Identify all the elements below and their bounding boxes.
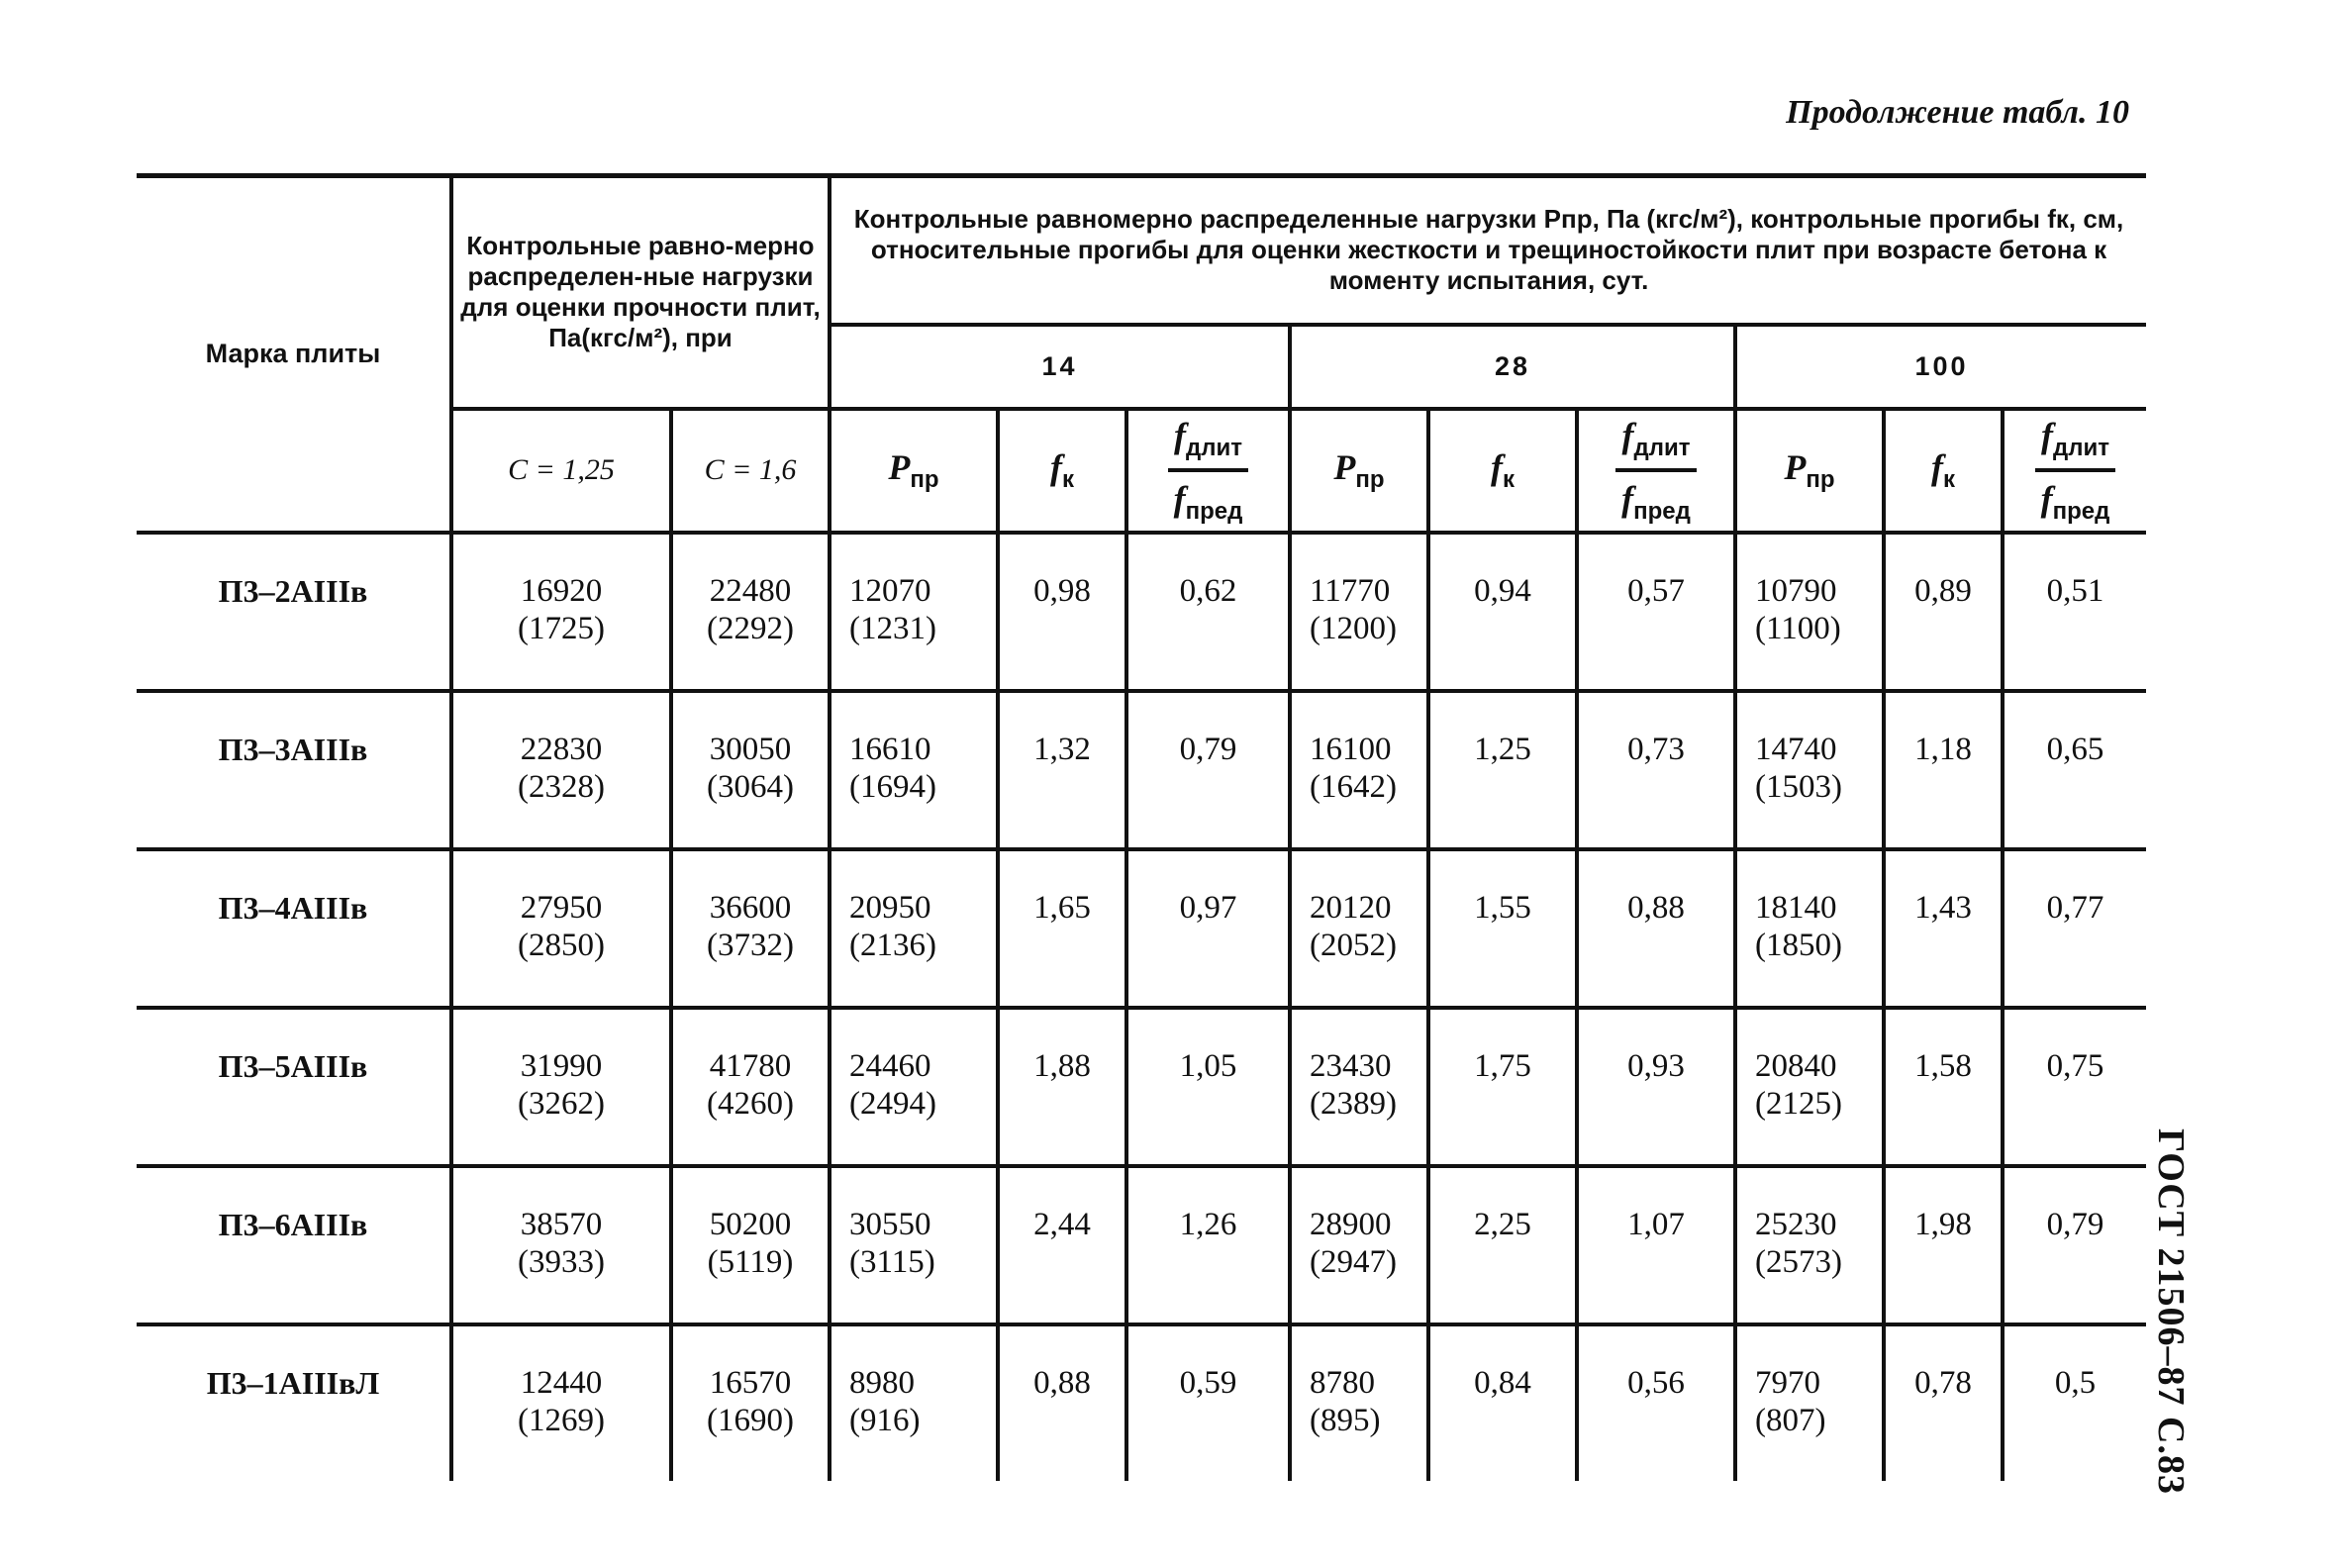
f-header-14: $f_к$ — [998, 409, 1126, 533]
c125-value: 27950 (2850) — [451, 849, 671, 1008]
f-header-28: $f_к$ — [1428, 409, 1577, 533]
p-header-28: $P_{пр}$ — [1290, 409, 1428, 533]
c16-value: 50200 (5119) — [671, 1166, 830, 1324]
table-row — [137, 1166, 2146, 1324]
p-d28-value: 20120 (2052) — [1290, 849, 1428, 1008]
p-d14-value: 24460 (2494) — [830, 1008, 998, 1166]
f-d14-value: 0,88 — [998, 1324, 1126, 1481]
f-d28-value: 0,84 — [1428, 1324, 1577, 1481]
p-d100-value: 18140 (1850) — [1735, 849, 1884, 1008]
data-table — [137, 173, 2146, 1481]
row-mark: П3–1АIIIвЛ — [137, 1324, 451, 1481]
mark-column-header: Марка плиты — [137, 176, 451, 533]
ratio-d14-value: 0,79 — [1126, 691, 1290, 849]
ratio-d28-value: 0,93 — [1577, 1008, 1735, 1166]
page-header: Продолжение табл. 10 — [1786, 94, 2129, 131]
p-d14-value: 20950 (2136) — [830, 849, 998, 1008]
table-row — [137, 691, 2146, 849]
ratio-d100-value: 0,65 — [2003, 691, 2146, 849]
p-d28-value: 23430 (2389) — [1290, 1008, 1428, 1166]
ratio-d100-value: 0,51 — [2003, 533, 2146, 691]
f-d100-value: 1,98 — [1884, 1166, 2003, 1324]
p-header-100: $P_{пр}$ — [1735, 409, 1884, 533]
document-code: ГОСТ 21506–87 С.83 — [2150, 1128, 2192, 1495]
table-row — [137, 1324, 2146, 1481]
f-d100-value: 0,78 — [1884, 1324, 2003, 1481]
p-d14-value: 12070 (1231) — [830, 533, 998, 691]
f-d28-value: 0,94 — [1428, 533, 1577, 691]
p-d28-value: 28900 (2947) — [1290, 1166, 1428, 1324]
c-16-header: C = 1,6 — [671, 409, 830, 533]
c16-value: 22480 (2292) — [671, 533, 830, 691]
table-row — [137, 533, 2146, 691]
f-d28-value: 1,75 — [1428, 1008, 1577, 1166]
p-d100-value: 25230 (2573) — [1735, 1166, 1884, 1324]
ratio-d14-value: 1,26 — [1126, 1166, 1290, 1324]
ratio-d28-value: 1,07 — [1577, 1166, 1735, 1324]
age-header-28: 28 — [1290, 325, 1735, 409]
row-mark: П3–5АIIIв — [137, 1008, 451, 1166]
p-header-14: $P_{пр}$ — [830, 409, 998, 533]
ratio-d28-value: 0,57 — [1577, 533, 1735, 691]
ratio-d14-value: 1,05 — [1126, 1008, 1290, 1166]
table-body — [137, 533, 2146, 1481]
p-d14-value: 16610 (1694) — [830, 691, 998, 849]
f-d14-value: 1,32 — [998, 691, 1126, 849]
p-d28-value: 16100 (1642) — [1290, 691, 1428, 849]
f-d14-value: 2,44 — [998, 1166, 1126, 1324]
table-row — [137, 849, 2146, 1008]
f-d100-value: 1,43 — [1884, 849, 2003, 1008]
c16-value: 16570 (1690) — [671, 1324, 830, 1481]
c16-value: 30050 (3064) — [671, 691, 830, 849]
ratio-d28-value: 0,73 — [1577, 691, 1735, 849]
ratio-d14-value: 0,97 — [1126, 849, 1290, 1008]
ratio-d14-value: 0,62 — [1126, 533, 1290, 691]
ratio-header-14: $\frac{f_{длит}}{f_{пред}}$ — [1126, 409, 1290, 533]
f-d28-value: 1,55 — [1428, 849, 1577, 1008]
ratio-d28-value: 0,88 — [1577, 849, 1735, 1008]
row-mark: П3–6АIIIв — [137, 1166, 451, 1324]
f-header-100: $f_к$ — [1884, 409, 2003, 533]
strength-loads-header — [451, 176, 830, 409]
p-d100-value: 14740 (1503) — [1735, 691, 1884, 849]
p-d100-value: 7970 (807) — [1735, 1324, 1884, 1481]
c125-value: 22830 (2328) — [451, 691, 671, 849]
ratio-header-100: $\frac{f_{длит}}{f_{пред}}$ — [2003, 409, 2146, 533]
c125-value: 38570 (3933) — [451, 1166, 671, 1324]
stiffness-loads-header: Контрольные равномерно распределенные нагрузки Pпр, Па (кгс/м²), контрольные прогибы fк, см, относительные прогибы для оценки жесткости и трещиностойкости плит при возрасте бетона к моменту испытания, сут. — [830, 176, 2146, 325]
ratio-d14-value: 0,59 — [1126, 1324, 1290, 1481]
c125-value: 31990 (3262) — [451, 1008, 671, 1166]
p-d14-value: 30550 (3115) — [830, 1166, 998, 1324]
row-mark: П3–2АIIIв — [137, 533, 451, 691]
f-d28-value: 1,25 — [1428, 691, 1577, 849]
row-mark: П3–3АIIIв — [137, 691, 451, 849]
c125-value: 16920 (1725) — [451, 533, 671, 691]
p-d100-value: 20840 (2125) — [1735, 1008, 1884, 1166]
table-row — [137, 1008, 2146, 1166]
f-d28-value: 2,25 — [1428, 1166, 1577, 1324]
ratio-d28-value: 0,56 — [1577, 1324, 1735, 1481]
age-header-100: 100 — [1735, 325, 2146, 409]
age-header-14: 14 — [830, 325, 1290, 409]
row-mark: П3–4АIIIв — [137, 849, 451, 1008]
f-d100-value: 1,18 — [1884, 691, 2003, 849]
ratio-d100-value: 0,77 — [2003, 849, 2146, 1008]
p-d14-value: 8980 (916) — [830, 1324, 998, 1481]
f-d14-value: 0,98 — [998, 533, 1126, 691]
strength-loads-header-text: Контрольные равно-мерно распределен-ные нагрузки для оценки прочности плит, Па(кгс/м²), при — [460, 231, 821, 353]
c125-value: 12440 (1269) — [451, 1324, 671, 1481]
f-d14-value: 1,88 — [998, 1008, 1126, 1166]
f-d100-value: 1,58 — [1884, 1008, 2003, 1166]
c-125-header: C = 1,25 — [451, 409, 671, 533]
c16-value: 36600 (3732) — [671, 849, 830, 1008]
ratio-d100-value: 0,79 — [2003, 1166, 2146, 1324]
f-d14-value: 1,65 — [998, 849, 1126, 1008]
ratio-d100-value: 0,75 — [2003, 1008, 2146, 1166]
ratio-header-28: $\frac{f_{длит}}{f_{пред}}$ — [1577, 409, 1735, 533]
p-d100-value: 10790 (1100) — [1735, 533, 1884, 691]
p-d28-value: 11770 (1200) — [1290, 533, 1428, 691]
f-d100-value: 0,89 — [1884, 533, 2003, 691]
ratio-d100-value: 0,5 — [2054, 1364, 2097, 1401]
c16-value: 41780 (4260) — [671, 1008, 830, 1166]
p-d28-value: 8780 (895) — [1290, 1324, 1428, 1481]
